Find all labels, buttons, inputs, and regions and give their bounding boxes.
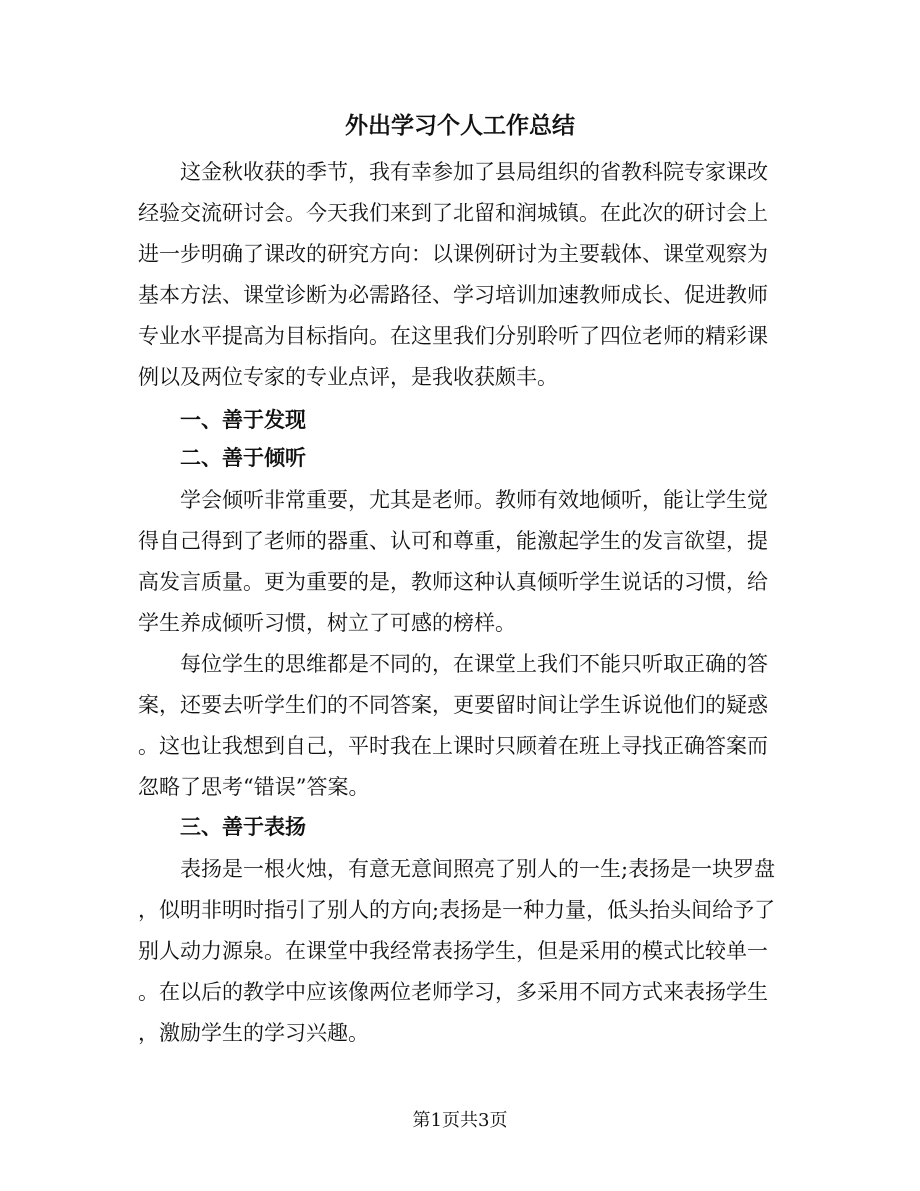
body-line: 进一步明确了课改的研究方向：以课例研讨为主要载体、课堂观察为 [138,242,768,266]
page-number: 第1页共3页 [412,1110,508,1131]
body-line: 表扬是一根火烛，有意无意间照亮了别人的一生;表扬是一块罗盘 [180,857,776,881]
body-line: 学生养成倾听习惯，树立了可感的榜样。 [138,611,516,635]
body-line: 别人动力源泉。在课堂中我经常表扬学生，但是采用的模式比较单一 [138,939,768,963]
body-line: 这金秋收获的季节，我有幸参加了县局组织的省教科院专家课改 [180,160,768,184]
body-line: 。这也让我想到自己，平时我在上课时只顾着在班上寻找正确答案而 [138,734,768,758]
body-line: ，激励学生的学习兴趣。 [138,1021,369,1045]
section-heading: 三、善于表扬 [180,814,306,839]
body-line: 学会倾听非常重要，尤其是老师。教师有效地倾听，能让学生觉 [180,488,768,512]
body-line: 忽略了思考“错误”答案。 [138,775,370,799]
body-line: 高发言质量。更为重要的是，教师这种认真倾听学生说话的习惯，给 [138,570,768,594]
body-line: 例以及两位专家的专业点评，是我收获颇丰。 [138,365,558,389]
body-line: 专业水平提高为目标指向。在这里我们分别聆听了四位老师的精彩课 [138,324,768,348]
document-title: 外出学习个人工作总结 [345,112,575,139]
section-heading: 一、善于发现 [180,407,306,432]
body-line: ，似明非明时指引了别人的方向;表扬是一种力量，低头抬头间给予了 [138,898,776,922]
body-line: 。在以后的教学中应该像两位老师学习，多采用不同方式来表扬学生 [138,980,768,1004]
body-line: 基本方法、课堂诊断为必需路径、学习培训加速教师成长、促进教师 [138,283,768,307]
body-line: 案，还要去听学生们的不同答案，更要留时间让学生诉说他们的疑惑 [138,693,768,717]
body-line: 经验交流研讨会。今天我们来到了北留和润城镇。在此次的研讨会上 [138,201,768,225]
body-line: 每位学生的思维都是不同的，在课堂上我们不能只听取正确的答 [180,652,768,676]
section-heading: 二、善于倾听 [180,445,306,470]
body-line: 得自己得到了老师的器重、认可和尊重，能激起学生的发言欲望，提 [138,529,768,553]
